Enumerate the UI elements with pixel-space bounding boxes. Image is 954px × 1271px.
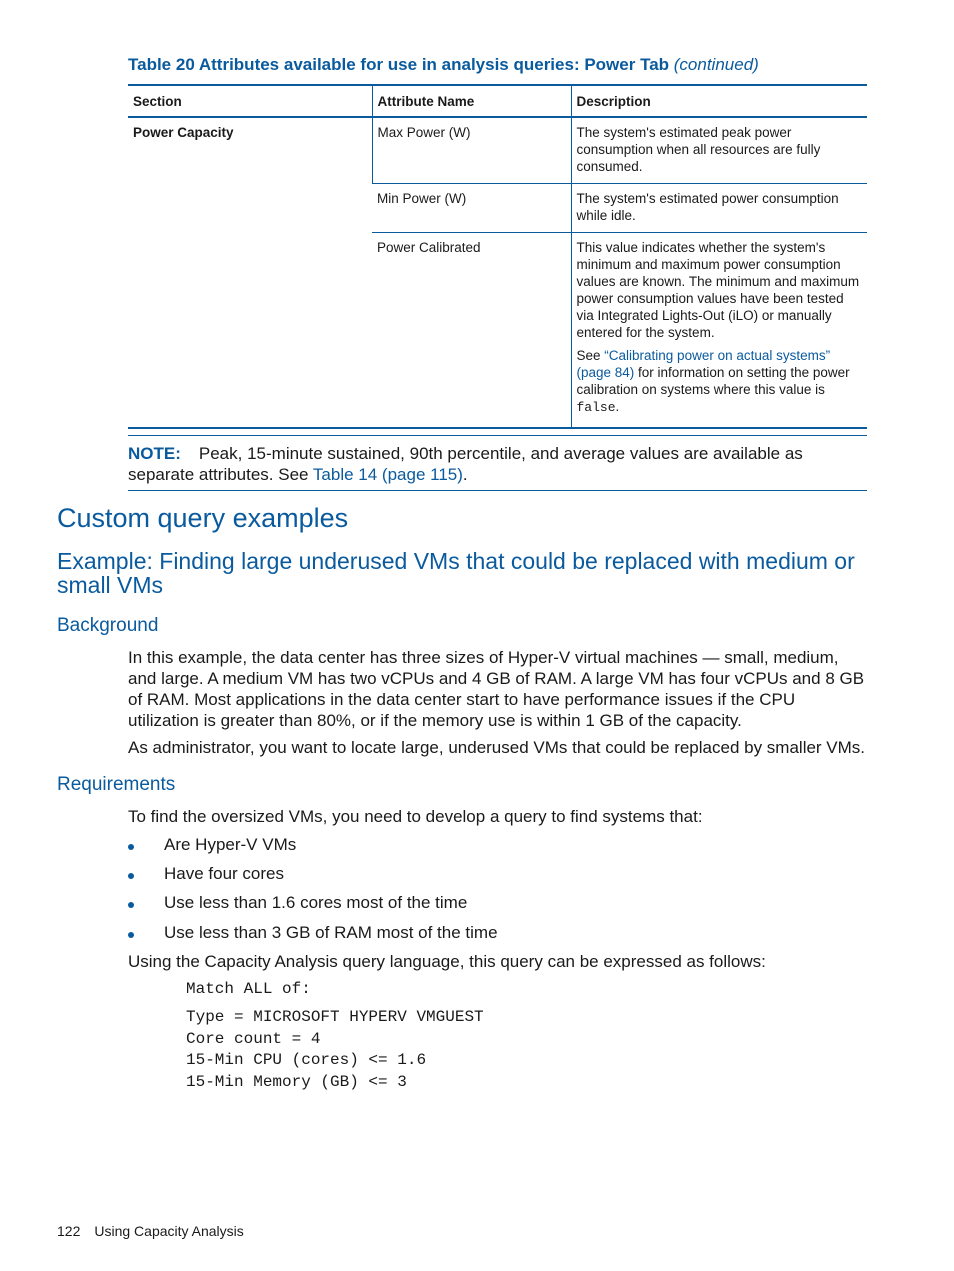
description-cell: The system's estimated power consumption while idle. xyxy=(571,184,867,233)
table-header-row xyxy=(128,85,867,117)
requirements-heading: Requirements xyxy=(57,774,176,795)
table-row xyxy=(128,117,867,184)
table-14-link[interactable]: Table 14 (page 115) xyxy=(312,465,463,484)
see-also-text xyxy=(577,347,863,416)
header-section: Section xyxy=(128,85,372,117)
calibrating-power-link[interactable]: “Calibrating power on actual systems” (page 84) xyxy=(576,348,831,380)
note-end: . xyxy=(462,465,468,484)
header-description: Description xyxy=(571,85,867,117)
false-value: false xyxy=(576,400,616,415)
requirements-outro: Using the Capacity Analysis query language, this query can be expressed as follows: xyxy=(128,952,766,971)
attributes-table xyxy=(128,84,867,429)
description-text: This value indicates whether the system's minimum and maximum power consumption values are known. The minimum and maximum power consumption values have been tested via Integrated Lights-Out (iLO) or manually entered for the system. xyxy=(576,240,860,340)
see-suffix: for information on setting the power calibration on systems where this value is xyxy=(576,365,850,397)
code-block xyxy=(186,1007,484,1093)
section-cell: Power Capacity xyxy=(133,125,234,140)
bullet-icon xyxy=(128,932,134,938)
attribute-cell: Max Power (W) xyxy=(372,117,571,184)
requirements-intro: To find the oversized VMs, you need to develop a query to find systems that: xyxy=(128,807,703,826)
attribute-cell: Power Calibrated xyxy=(377,240,481,255)
header-attribute-name: Attribute Name xyxy=(372,85,571,117)
attribute-cell: Min Power (W) xyxy=(372,184,571,233)
table-caption-continued: (continued) xyxy=(673,55,759,74)
note-box xyxy=(128,435,867,491)
page-number: 122 xyxy=(57,1223,81,1239)
code-line: Core count = 4 xyxy=(186,1029,321,1048)
table-caption xyxy=(128,55,759,75)
note-label: NOTE: xyxy=(128,444,181,463)
code-line: Type = MICROSOFT HYPERV VMGUEST xyxy=(186,1008,484,1026)
background-paragraph-2: As administrator, you want to locate large, underused VMs that could be replaced by smaller VMs. xyxy=(128,738,866,757)
code-match-line: Match ALL of: xyxy=(186,980,311,998)
list-item-text: Have four cores xyxy=(164,864,284,883)
bullet-icon xyxy=(128,902,134,908)
footer-title: Using Capacity Analysis xyxy=(94,1223,244,1239)
bullet-icon xyxy=(128,844,134,850)
see-prefix: See xyxy=(576,348,605,363)
see-end: . xyxy=(615,399,620,414)
code-line: 15-Min Memory (GB) <= 3 xyxy=(186,1072,407,1091)
page-footer xyxy=(57,1223,244,1239)
note-text: Peak, 15-minute sustained, 90th percentile, and average values are available as separate attributes. See xyxy=(128,444,803,484)
table-caption-title: Table 20 Attributes available for use in analysis queries: Power Tab xyxy=(128,55,670,74)
list-item-text: Use less than 3 GB of RAM most of the time xyxy=(164,923,498,942)
example-heading: Example: Finding large underused VMs that could be replaced with medium or small VMs xyxy=(57,548,855,598)
description-cell: The system's estimated peak power consumption when all resources are fully consumed. xyxy=(571,117,867,184)
background-paragraph-1: In this example, the data center has three sizes of Hyper-V virtual machines — small, medium, and large. A medium VM has two vCPUs and 4 GB of RAM. A large VM has four vCPUs and 8 GB of RAM. Most applications in the data center start to have performance issues if the CPU utilization is greater than 80%, or if the memory use is within 1 GB of the capacity. xyxy=(128,648,865,730)
bullet-icon xyxy=(128,873,134,879)
list-item-text: Are Hyper-V VMs xyxy=(164,835,297,854)
code-line: 15-Min CPU (cores) <= 1.6 xyxy=(186,1051,427,1069)
section-heading: Custom query examples xyxy=(57,503,349,533)
description-cell xyxy=(571,233,867,429)
list-item-text: Use less than 1.6 cores most of the time xyxy=(164,893,468,912)
background-heading: Background xyxy=(57,615,159,636)
